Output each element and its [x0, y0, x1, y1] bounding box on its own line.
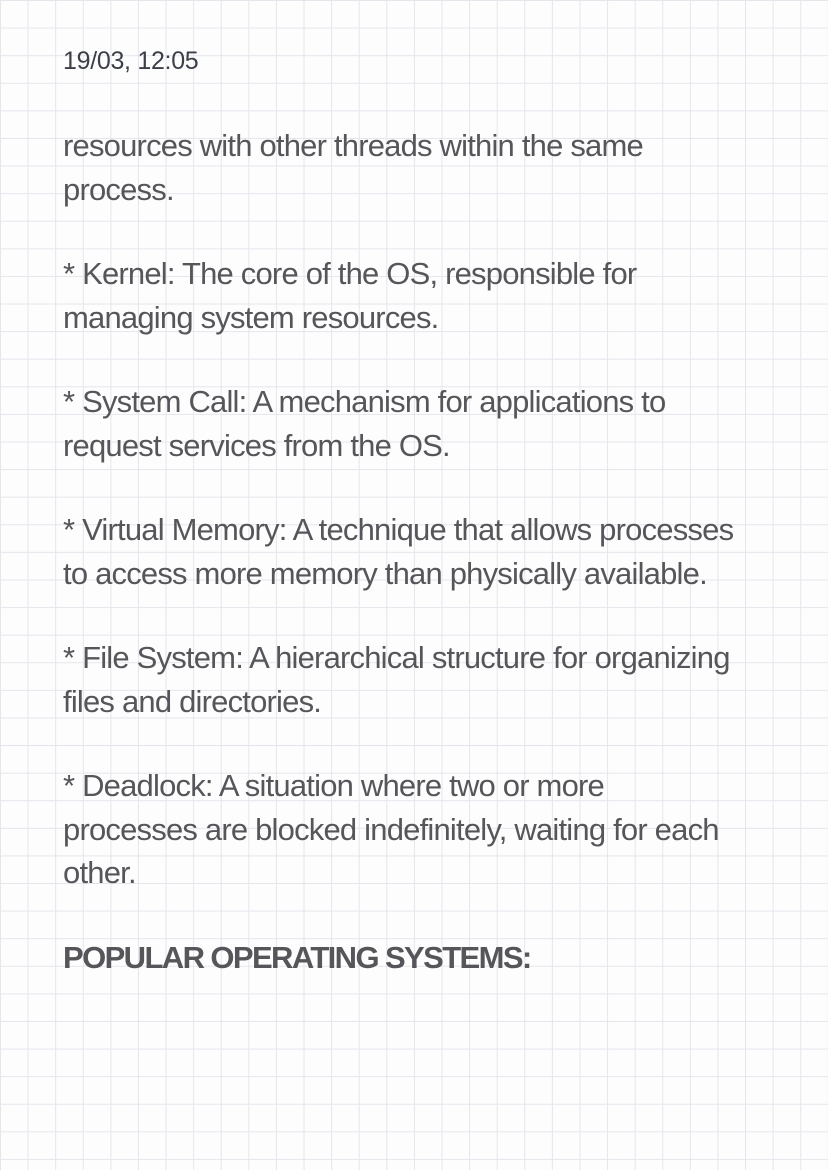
- paragraph-deadlock: * Deadlock: A situation where two or more processes are blocked indefinitely, waiting for each other.: [63, 768, 719, 890]
- section-heading-popular-os: POPULAR OPERATING SYSTEMS:: [63, 939, 531, 975]
- paragraph-thread-resources: resources with other threads within the same process.: [63, 128, 643, 207]
- note-timestamp: 19/03, 12:05: [63, 47, 199, 75]
- paragraph-kernel: * Kernel: The core of the OS, responsible for managing system resources.: [63, 256, 637, 335]
- paragraph-virtual-memory: * Virtual Memory: A technique that allows processes to access more memory than physically available.: [63, 512, 734, 591]
- paragraph-system-call: * System Call: A mechanism for applications to request services from the OS.: [63, 384, 666, 463]
- note-content: [63, 124, 743, 979]
- paragraph-file-system: * File System: A hierarchical structure for organizing files and directories.: [63, 640, 730, 719]
